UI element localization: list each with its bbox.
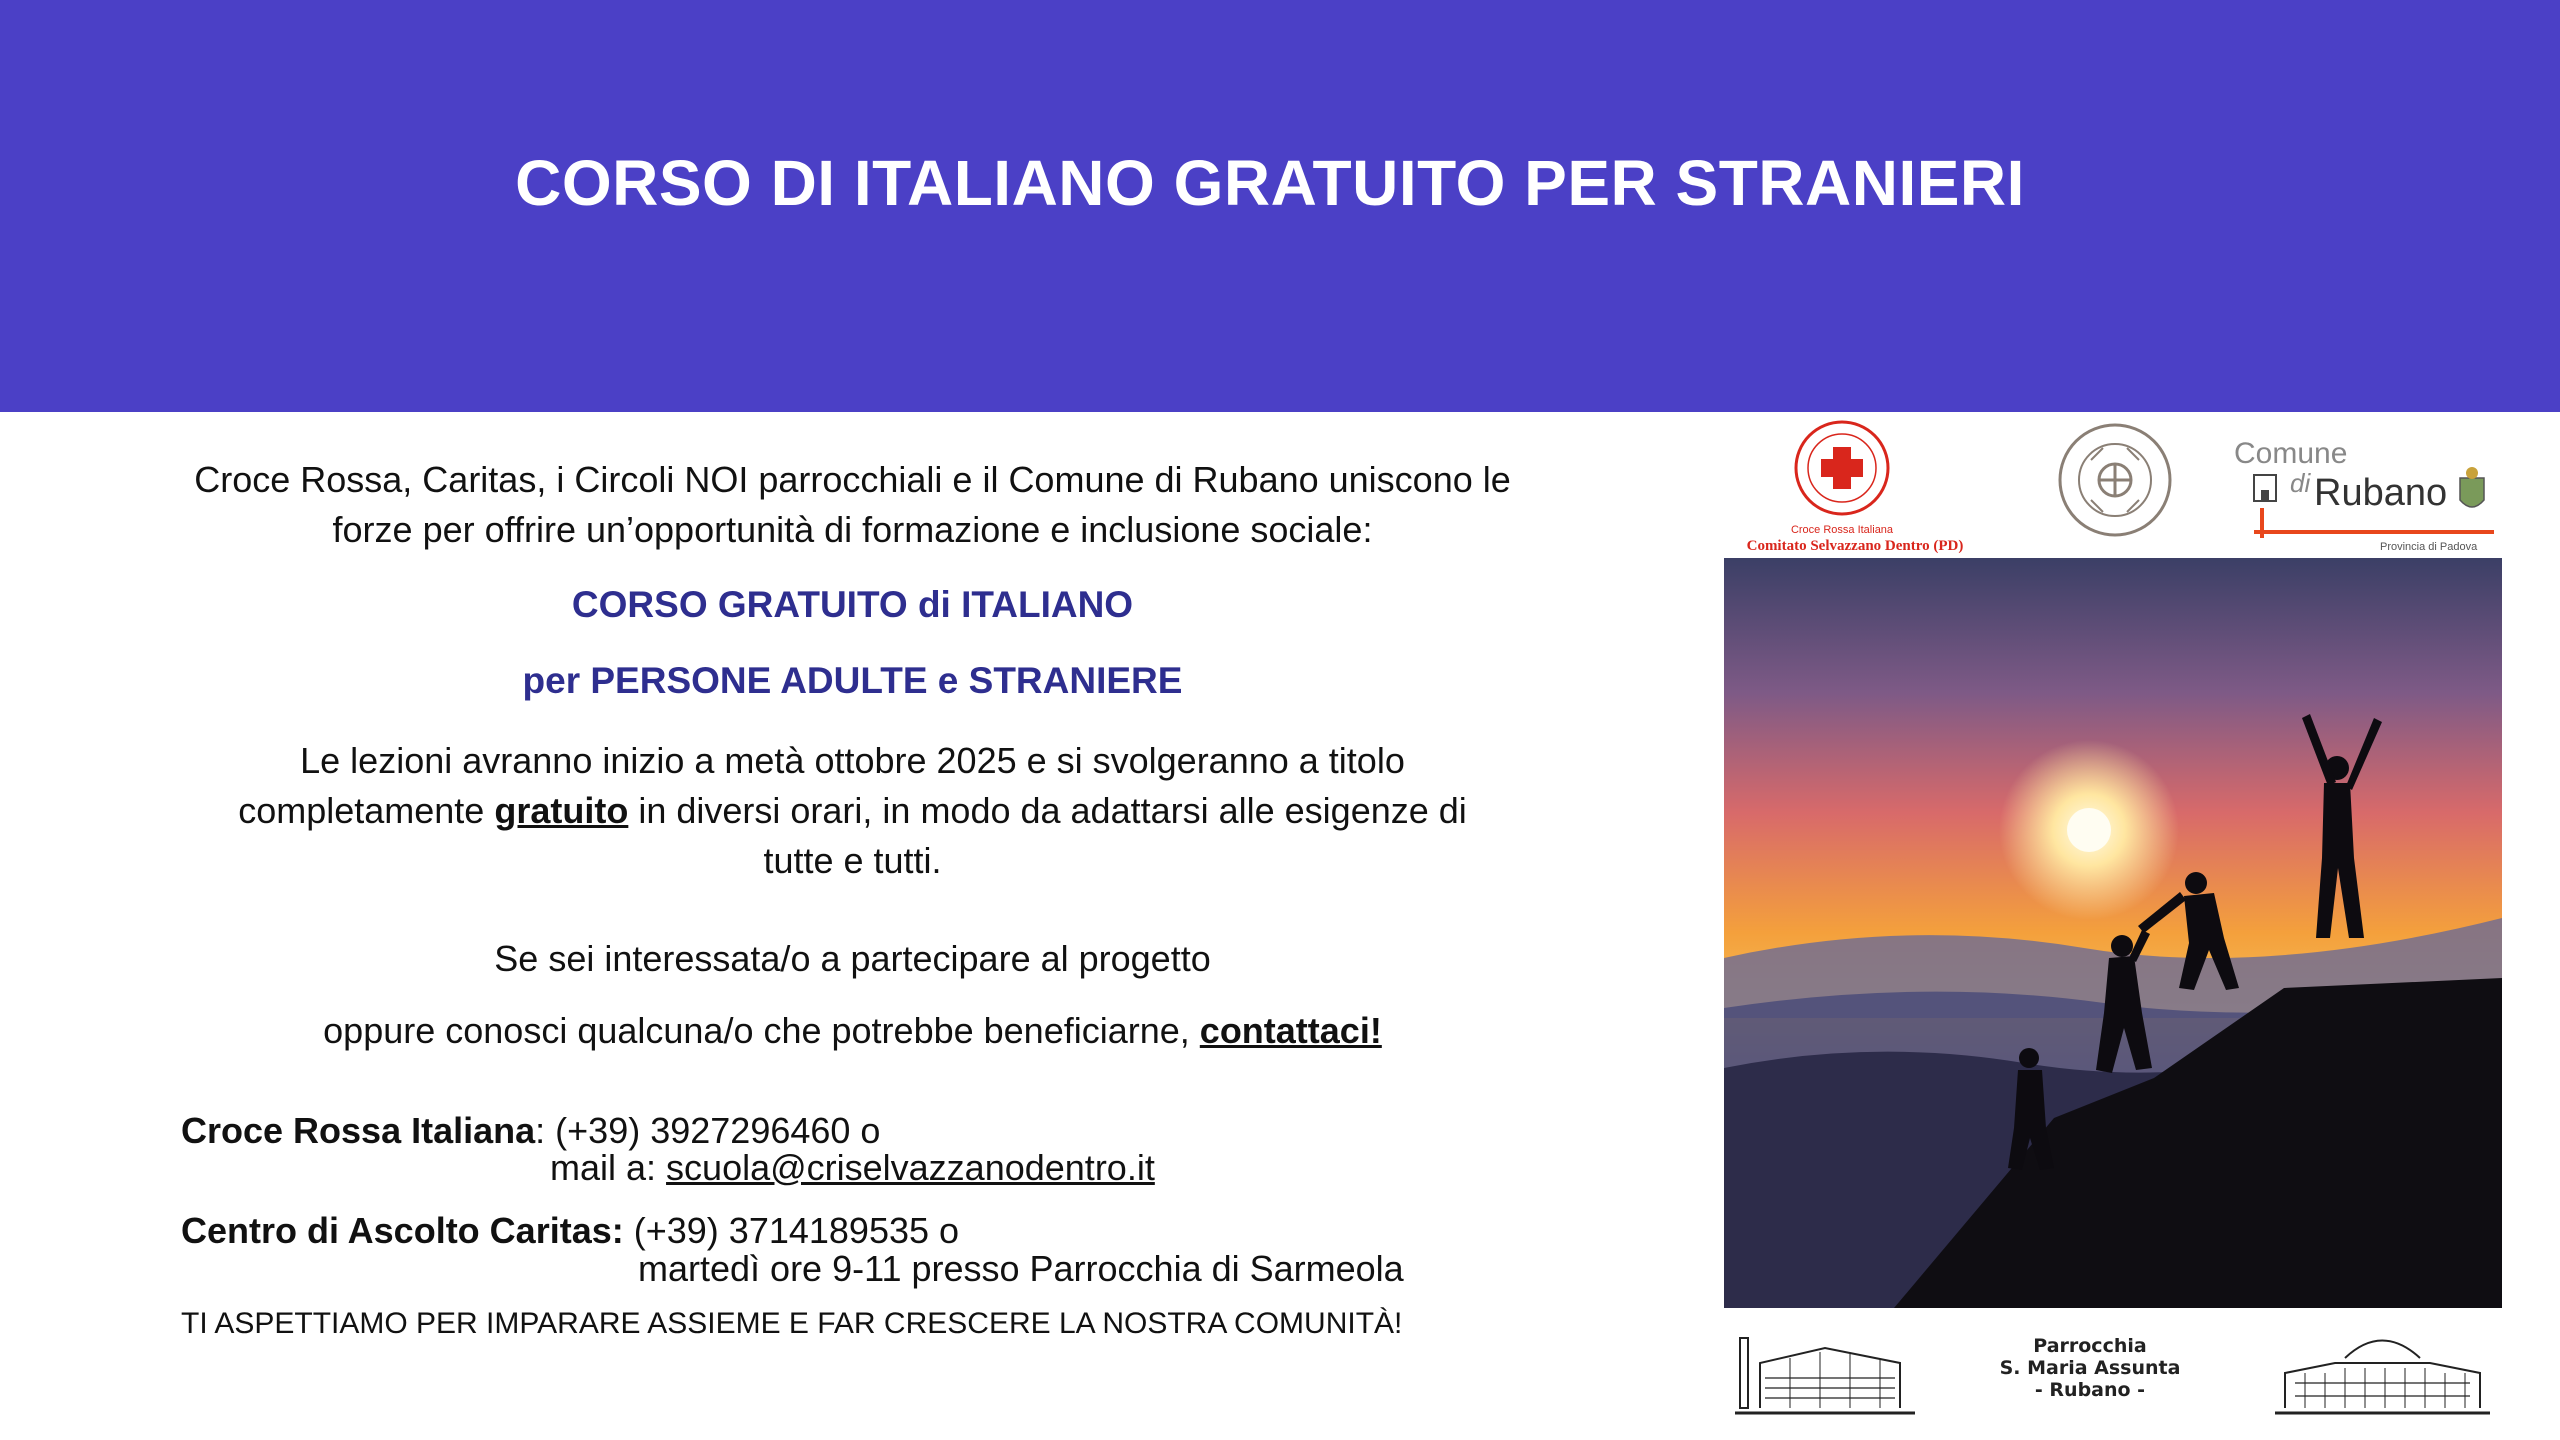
subheading-main: PERSONE ADULTE xyxy=(590,660,928,701)
contact-us-link[interactable]: contattaci! xyxy=(1199,1010,1382,1051)
cri-mail-label: mail a: xyxy=(550,1147,657,1188)
intro-paragraph xyxy=(170,455,1535,555)
course-subheading xyxy=(170,660,1535,702)
caritas-name: Centro di Ascolto Caritas: xyxy=(181,1210,624,1251)
lessons-line-2 xyxy=(190,786,1515,836)
svg-text:Comune: Comune xyxy=(2234,437,2348,470)
church-sketch-right xyxy=(2275,1318,2490,1418)
interest-line: Se sei interessata/o a partecipare al progetto xyxy=(494,938,1211,979)
sunset-climbers-photo xyxy=(1724,558,2502,1308)
parrocchia-line-2: S. Maria Assunta xyxy=(1999,1357,2181,1379)
intro-line-1: Croce Rossa, Caritas, i Circoli NOI parrocchiali e il Comune di Rubano uniscono le xyxy=(194,459,1511,500)
svg-text:Rubano: Rubano xyxy=(2314,472,2448,514)
vicariato-seal xyxy=(2055,420,2175,540)
cri-phone: : (+39) 3927296460 o xyxy=(535,1110,881,1151)
free-emphasis: gratuito xyxy=(494,790,629,831)
caritas-contact xyxy=(181,1210,959,1252)
svg-text:di: di xyxy=(2290,468,2311,498)
cri-contact xyxy=(181,1110,880,1152)
lessons-line-1: Le lezioni avranno inizio a metà ottobre 2025 e si svolgeranno a titolo xyxy=(300,740,1405,781)
croce-rossa-logo xyxy=(1720,420,1990,560)
lessons-paragraph xyxy=(190,736,1515,886)
course-heading: CORSO GRATUITO di ITALIANO xyxy=(571,584,1134,625)
parrocchia-line-1: Parrocchia xyxy=(2033,1335,2147,1357)
intro-line-2: forze per offrire un’opportunità di formazione e inclusione sociale: xyxy=(332,509,1373,550)
cri-mail-line xyxy=(550,1147,1155,1189)
lessons-line-3: tutte e tutti. xyxy=(763,840,942,881)
caritas-schedule: martedì ore 9-11 presso Parrocchia di Sarmeola xyxy=(638,1248,1404,1289)
cri-name: Croce Rossa Italiana xyxy=(181,1110,536,1151)
footer-slogan: TI ASPETTIAMO PER IMPARARE ASSIEME E FAR CRESCERE LA NOSTRA COMUNITÀ! xyxy=(181,1307,1403,1340)
subheading-pre: per xyxy=(522,660,581,701)
church-sketch-left xyxy=(1730,1318,1920,1418)
parrocchia-label xyxy=(1940,1335,2240,1401)
know-text: oppure conosci qualcuna/o che potrebbe beneficiarne, xyxy=(323,1010,1190,1051)
subheading-end: STRANIERE xyxy=(968,660,1183,701)
caritas-phone: (+39) 3714189535 o xyxy=(633,1210,960,1251)
comune-rubano-logo xyxy=(2232,430,2502,555)
subheading-mid: e xyxy=(937,660,959,701)
svg-text:Croce Rossa Italiana: Croce Rossa Italiana xyxy=(1790,524,1894,536)
know-line xyxy=(170,1010,1535,1052)
page-title: CORSO DI ITALIANO GRATUITO PER STRANIERI xyxy=(515,147,2025,219)
header-banner xyxy=(0,0,2560,412)
svg-text:Comitato Selvazzano Dentro (PD: Comitato Selvazzano Dentro (PD) xyxy=(1746,538,1964,554)
svg-text:Provincia di Padova: Provincia di Padova xyxy=(2380,541,2478,553)
lessons-pre: completamente xyxy=(238,790,485,831)
parrocchia-line-3: - Rubano - xyxy=(2034,1379,2146,1401)
lessons-post: in diversi orari, in modo da adattarsi alle esigenze di xyxy=(638,790,1467,831)
cri-email-link[interactable]: scuola@criselvazzanodentro.it xyxy=(666,1147,1155,1188)
